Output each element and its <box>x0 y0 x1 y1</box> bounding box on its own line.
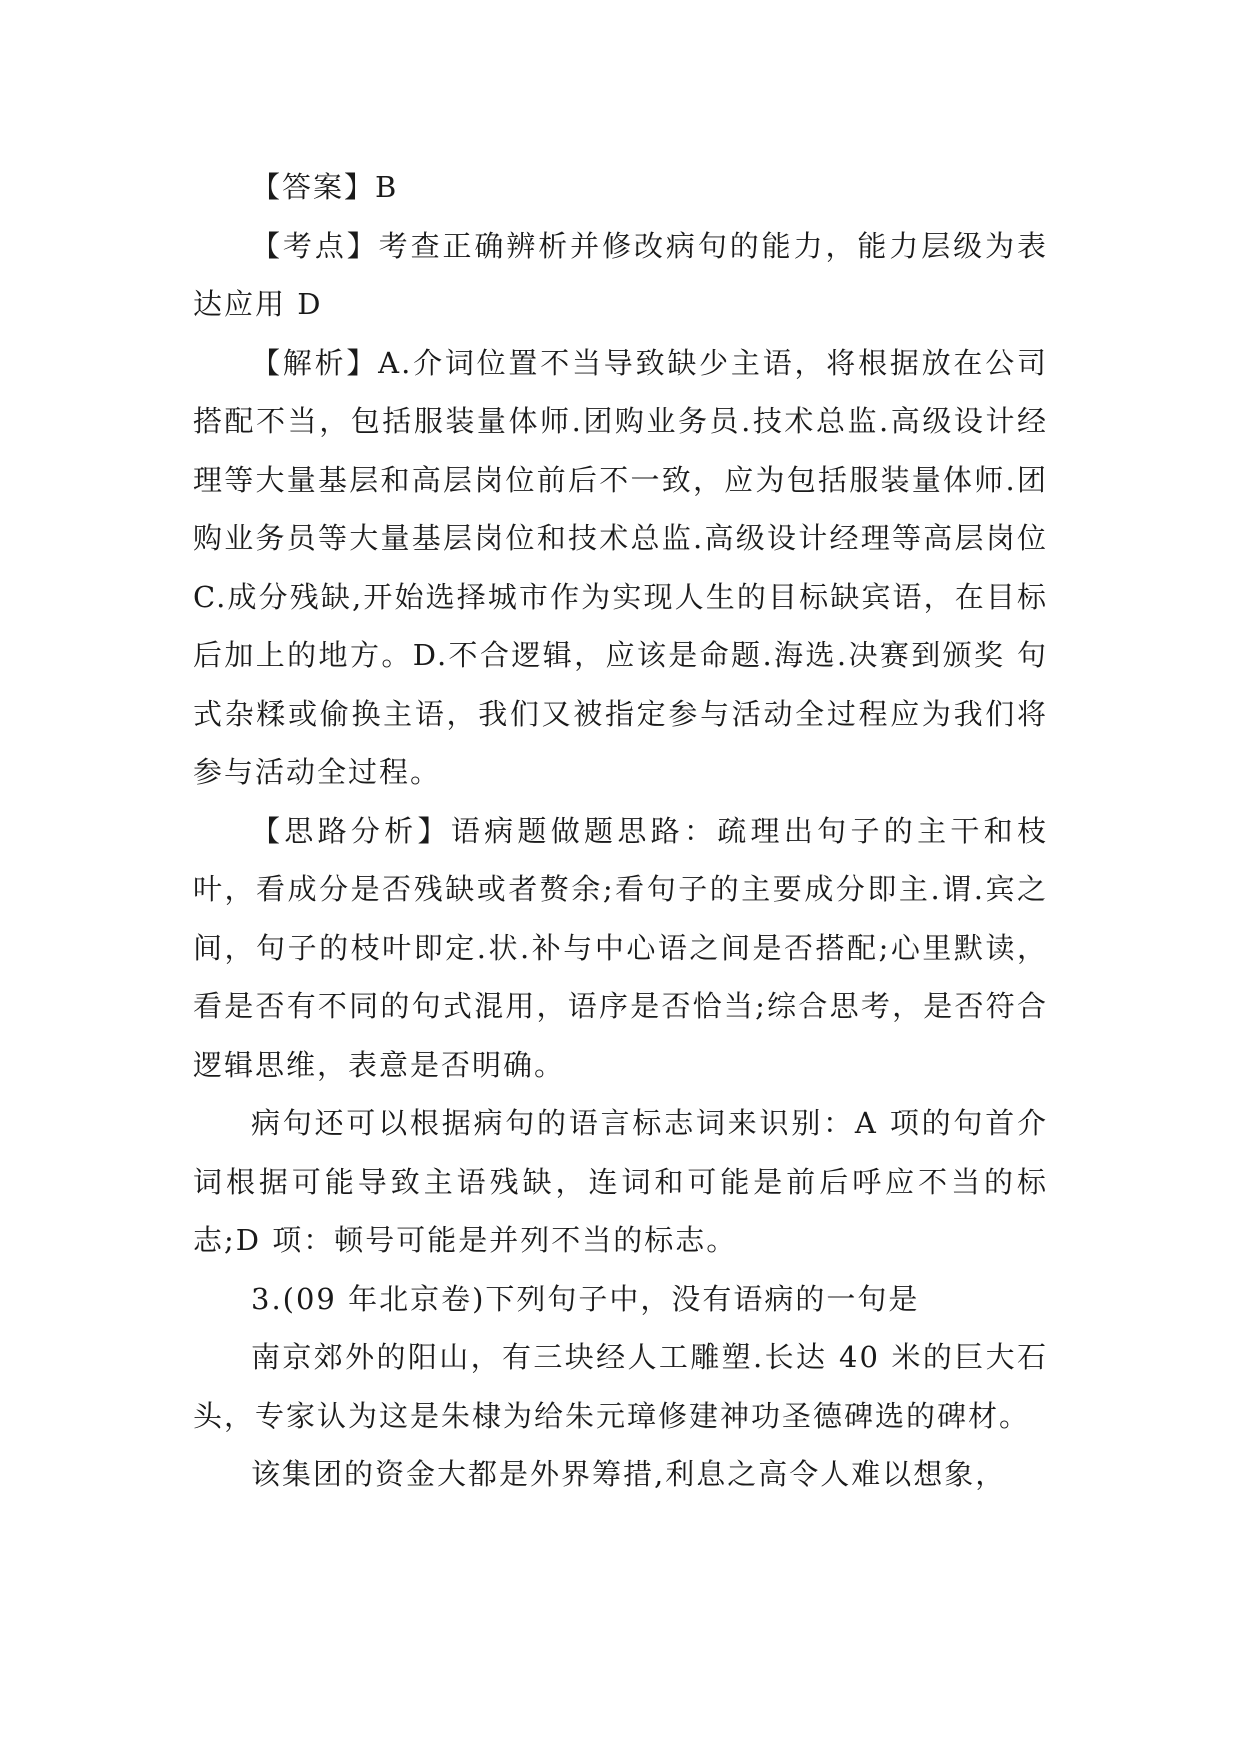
analysis-paragraph: 【解析】A.介词位置不当导致缺少主语，将根据放在公司搭配不当，包括服装量体师.团购业务员.技术总监.高级设计经理等大量基层和高层岗位前后不一致，应为包括服装量体师.团购业务员等大量基层岗位和技术总监.高级设计经理等高层岗位 C.成分残缺,开始选择城市作为实现人生的目标缺宾语，在目标后加上的地方。D.不合逻辑，应该是命题.海选.决赛到颁奖 句式杂糅或偷换主语，我们又被指定参与活动全过程应为我们将参与活动全过程。 <box>193 345 1048 789</box>
marker-words-paragraph: 病句还可以根据病句的语言标志词来识别：A 项的句首介词根据可能导致主语残缺，连词和可能是前后呼应不当的标志;D 项：顿号可能是并列不当的标志。 <box>193 1106 1048 1257</box>
document-body <box>193 158 1048 1504</box>
question-3-paragraph: 3.(09 年北京卷)下列句子中，没有语病的一句是 <box>251 1281 920 1316</box>
option-b-paragraph: 该集团的资金大都是外界筹措,利息之高令人难以想象， <box>251 1457 1007 1491</box>
test-point-paragraph: 【考点】考查正确辨析并修改病句的能力，能力层级为表达应用 D <box>193 228 1048 321</box>
option-a-paragraph: 南京郊外的阳山，有三块经人工雕塑.长达 40 米的巨大石头，专家认为这是朱棣为给朱元璋修建神功圣德碑选的碑材。 <box>193 1340 1048 1433</box>
answer-paragraph: 【答案】B <box>251 170 399 204</box>
thinking-analysis-paragraph: 【思路分析】语病题做题思路：疏理出句子的主干和枝叶，看成分是否残缺或者赘余;看句子的主要成分即主.谓.宾之间，句子的枝叶即定.状.补与中心语之间是否搭配;心里默读，看是否有不同的句式混用，语序是否恰当;综合思考，是否符合逻辑思维，表意是否明确。 <box>193 813 1048 1082</box>
